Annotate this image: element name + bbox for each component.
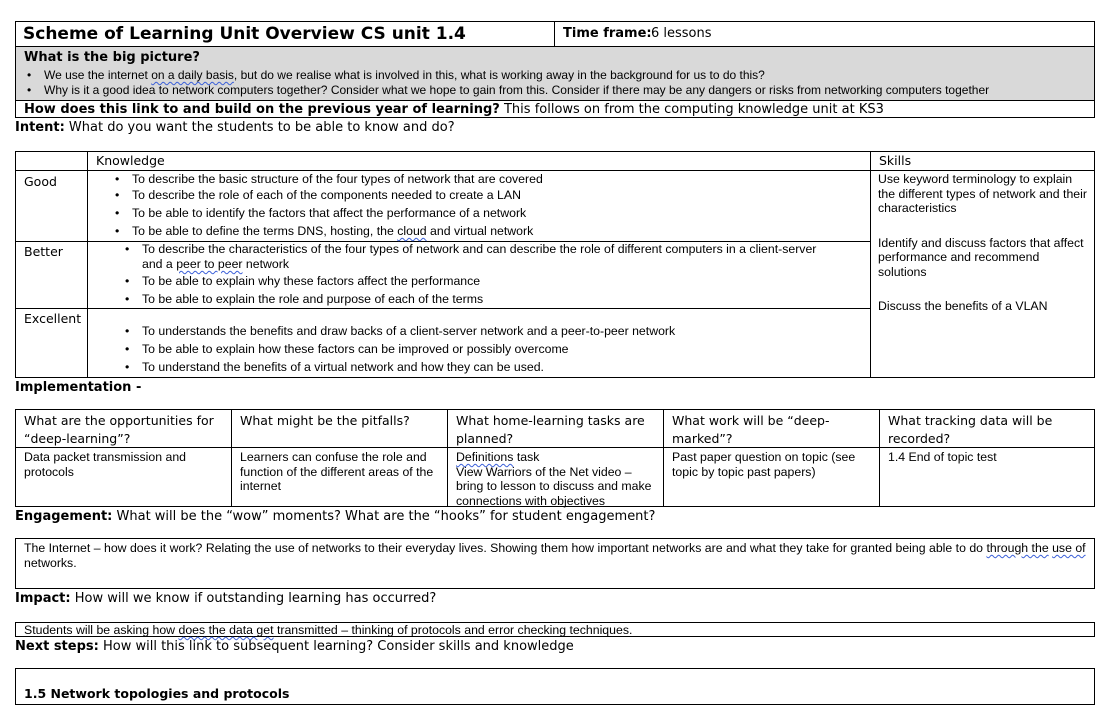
timeframe-label: Time frame: <box>563 26 652 41</box>
impl-cell-2: Learners can confuse the role and function of the different areas of the internet <box>240 450 434 493</box>
skill-item: Use keyword terminology to explain the different types of network and their characteristics <box>878 172 1087 215</box>
next-steps-label: Next steps: <box>15 639 99 654</box>
engagement-line <box>15 509 655 524</box>
engagement-text: What will be the “wow” moments? What are the “hooks” for student engagement? <box>112 509 656 524</box>
impact-answer: Students will be asking how does the data get transmitted – thinking of protocols and error checking techniques. <box>24 623 633 637</box>
list-item: • We use the internet on a daily basis, but do we realise what is involved in this, what is working away in the background for us to do this? <box>24 68 1092 83</box>
link-label: How does this link to and build on the previous year of learning? <box>24 102 500 117</box>
intent-text: What do you want the students to be able to know and do? <box>64 120 455 135</box>
knowledge-header: Knowledge <box>96 153 165 168</box>
next-steps-box <box>15 668 1095 705</box>
impl-header-1: What are the opportunities for “deep-learning”? <box>24 413 214 446</box>
header-title-cell <box>15 21 555 47</box>
excellent-label: Excellent <box>24 311 82 326</box>
implementation-table <box>15 409 1095 507</box>
impl-header-4: What work will be “deep-marked”? <box>672 413 830 446</box>
list-item: • To be able to explain why these factors affect the performance <box>122 274 816 289</box>
good-label: Good <box>24 174 57 189</box>
big-picture-heading: What is the big picture? <box>24 50 200 65</box>
skill-item: Identify and discuss factors that affect performance and recommend solutions <box>878 235 1084 279</box>
next-steps-text: How will this link to subsequent learning? Consider skills and knowledge <box>98 639 574 654</box>
list-item: • To be able to explain the role and purpose of each of the terms <box>122 292 816 307</box>
list-item: • Why is it a good idea to network computers together? Consider what we hope to gain from this. Consider if there may be any dangers or risks from networking computers together <box>24 83 1092 98</box>
page-title: Scheme of Learning Unit Overview CS unit 1.4 <box>23 24 466 44</box>
next-steps-line <box>15 639 574 654</box>
impl-header-3: What home-learning tasks are planned? <box>456 413 645 446</box>
list-item: • To be able to define the terms DNS, hosting, the cloud and virtual network <box>112 224 543 239</box>
next-steps-answer: 1.5 Network topologies and protocols <box>24 686 290 701</box>
impact-text: How will we know if outstanding learning has occurred? <box>70 591 437 606</box>
impact-line <box>15 591 436 606</box>
better-label: Better <box>24 244 63 259</box>
implementation-label: Implementation - <box>15 380 142 395</box>
impl-cell-5: 1.4 End of topic test <box>888 450 997 464</box>
list-item: • To understand the benefits of a virtual network and how they can be used. <box>122 360 675 375</box>
link-text: This follows on from the computing knowledge unit at KS3 <box>499 102 884 117</box>
knowledge-table <box>15 151 1095 378</box>
impact-label: Impact: <box>15 591 71 606</box>
list-item: • To describe the basic structure of the four types of network that are covered <box>112 172 543 187</box>
big-picture-list <box>24 68 1092 98</box>
intent-label: Intent: <box>15 120 65 135</box>
timeframe-value: 6 lessons <box>651 26 712 41</box>
list-item: • To be able to explain how these factors can be improved or possibly overcome <box>122 342 675 357</box>
good-list <box>112 172 543 239</box>
excellent-list <box>122 324 675 375</box>
impl-cell-3: Definitions task View Warriors of the Net video – bring to lesson to discuss and make connections with objectives <box>456 450 652 508</box>
skill-item: Discuss the benefits of a VLAN <box>878 299 1048 313</box>
better-list <box>122 242 816 307</box>
skills-header: Skills <box>879 153 912 168</box>
big-picture-section <box>15 46 1095 101</box>
engagement-box <box>15 538 1095 589</box>
impl-header-5: What tracking data will be recorded? <box>888 413 1053 446</box>
list-item: • To describe the characteristics of the four types of network and can describe the role of different computers in a client-server and a peer to peer network <box>122 242 816 272</box>
engagement-label: Engagement: <box>15 509 113 524</box>
list-item: • To understands the benefits and draw backs of a client-server network and a peer-to-peer network <box>122 324 675 339</box>
link-section <box>15 100 1095 118</box>
engagement-answer: The Internet – how does it work? Relating the use of networks to their everyday lives. Showing them how important networks are and what they take for granted being able to do through the use of networks. <box>24 541 1086 570</box>
impl-header-2: What might be the pitfalls? <box>240 413 410 428</box>
impl-cell-1: Data packet transmission and protocols <box>24 450 186 479</box>
list-item: • To be able to identify the factors that affect the performance of a network <box>112 206 543 221</box>
impl-cell-4: Past paper question on topic (see topic by topic past papers) <box>672 450 856 479</box>
impact-box <box>15 622 1095 637</box>
list-item: • To describe the role of each of the components needed to create a LAN <box>112 188 543 203</box>
timeframe-cell <box>554 21 1095 47</box>
intent-line <box>15 120 455 135</box>
skills-list <box>878 172 1090 314</box>
